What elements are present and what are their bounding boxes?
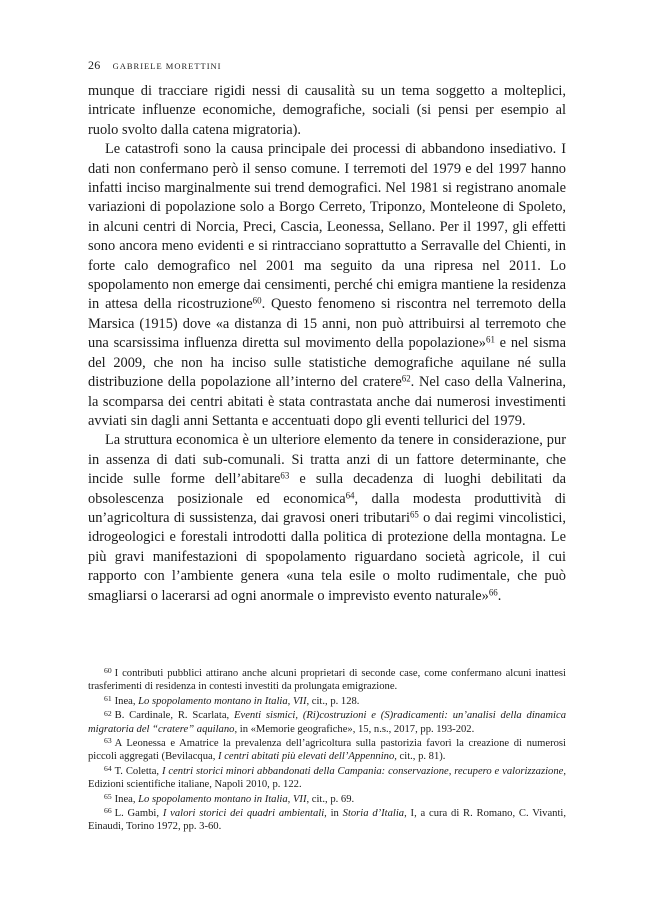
paragraph-1-text: munque di tracciare rigidi nessi di causalità su un tema soggetto a molteplici, intricate influenze economiche, demografiche, sociali (si pensi per esempio al ruolo svolto dalla catena migratoria).: [88, 83, 566, 138]
footnote-number: 63: [104, 736, 112, 746]
footnote-text: L. Gambi,: [114, 808, 163, 820]
footnote-text: , cit., p. 81).: [394, 751, 446, 763]
paragraph-3-text-c: , dalla modesta produttività di un’agricoltura di sussistenza, dai gravosi oneri tributari: [88, 490, 566, 526]
footnote-number: 66: [104, 806, 112, 816]
footnote-title: Storia d’Italia: [342, 808, 405, 820]
footnote-62: [88, 709, 566, 736]
paragraph-3-text-d: o dai regimi vincolistici, idrogeologici e forestali introdotti dalla politica di protezione della montagna. Le più gravi manifestazioni di spopolamento riguardano società agricole, il cui rapporto con l’ambiente genera «una tela esile o molto rudimentale, che può smagliarsi o lacerarsi ad ogni anormale o imprevisto evento naturale»: [88, 509, 566, 604]
footnote-text: , in «Memorie geografiche», 15, n.s., 2017, pp. 193-202.: [234, 723, 475, 735]
running-header: [88, 56, 222, 74]
footnote-title: Lo spopolamento montano in Italia, VII: [138, 695, 307, 707]
footnote-number: 65: [104, 792, 112, 801]
paragraph-2: [88, 140, 566, 431]
footnote-text: , cit., p. 128.: [306, 695, 360, 707]
footnote-text: , Edizioni scientifiche italiane, Napoli 2010, p. 122.: [88, 765, 566, 791]
footnote-text: , in: [324, 808, 343, 820]
paragraph-2-text-b: . Questo fenomeno si riscontra nel terremoto della Marsica (1915) dove «a distanza di 15 anni, non può attribuirsi al terremoto che una scarsissima influenza diretta sul movimento della popolazione»: [88, 296, 566, 352]
paragraph-3-text-b: e sulla decadenza di luoghi debilitati da obsolescenza posizionale ed economica: [88, 471, 566, 507]
footnote-66: [88, 807, 566, 834]
footnote-number: 64: [104, 764, 112, 774]
running-head-author: GABRIELE MORETTINI: [112, 61, 222, 71]
footnotes: [88, 667, 566, 835]
footnote-61: [88, 695, 566, 708]
footnote-title: Lo spopolamento montano in Italia, VII: [138, 793, 307, 805]
paragraph-2-text-d: . Nel caso della Valnerina, la scomparsa dei centri abitati è stata contrastata anche dai numerosi investimenti avviati sin dagli anni Settanta e accentuati dopo gli eventi tellurici del 1979.: [88, 374, 566, 429]
footnote-text: T. Coletta,: [114, 765, 162, 777]
footnote-title: I centri storici minori abbandonati della Campania: conservazione, recupero e valorizzazione: [161, 765, 564, 777]
footnote-number: 60: [104, 666, 112, 676]
page-number: 26: [88, 58, 101, 72]
paragraph-1: [88, 82, 566, 140]
footnote-ref-62[interactable]: 62: [401, 373, 411, 384]
footnote-ref-63[interactable]: 63: [280, 470, 290, 481]
paragraph-3-text-a: La struttura economica è un ulteriore elemento da tenere in considerazione, pur in assenza di dati sub-comunali. Si tratta anzi di un fattore determinante, che incide sulle forme dell’abitare: [88, 432, 566, 488]
footnote-ref-66[interactable]: 66: [488, 587, 498, 598]
footnote-text: Inea,: [114, 793, 139, 805]
footnote-number: 62: [104, 708, 112, 718]
footnote-64: [88, 765, 566, 792]
footnote-ref-61[interactable]: 61: [485, 335, 495, 345]
footnote-title: I centri abitati più elevati dell’Appennino: [218, 751, 395, 763]
footnote-text: A Leonessa e Amatrice la prevalenza dell’agricoltura sulla pastorizia favorì la creazione di numerosi piccoli aggregati (Bevilacqua,: [88, 738, 566, 763]
footnote-ref-60[interactable]: 60: [252, 296, 262, 307]
footnote-60: [88, 667, 566, 694]
footnote-63: [88, 737, 566, 764]
paragraph-3: [88, 431, 566, 606]
footnote-text: , cit., p. 69.: [306, 793, 355, 805]
footnote-text: Inea,: [114, 695, 139, 707]
paragraph-3-text-e: .: [497, 587, 502, 604]
footnote-number: 61: [104, 694, 112, 704]
paragraph-2-text-a: Le catastrofi sono la causa principale dei processi di abbandono insediativo. I dati non confermano però il senso comune. I terremoti del 1979 e del 1997 hanno infatti inciso marginalmente sui trend demografici. Nel 1981 si registrano anomale variazioni di popolazione solo a Borgo Cerreto, Triponzo, Monteleone di Spoleto, in alcuni centri di Norcia, Preci, Cascia, Leonessa, Sellano. Per il 1997, gli effetti sono ancora meno evidenti e si rintracciano soprattutto a Serravalle del Chienti, in forte calo demografico nel 2001 ma seguito da una ripresa nel 2011. Lo spopolamento non emerge dai censimenti, perché chi emigra mantiene la residenza in attesa della ricostruzione: [88, 141, 566, 313]
footnote-ref-64[interactable]: 64: [345, 490, 355, 501]
footnote-text: , I, a cura di R. Romano, C. Vivanti, Einaudi, Torino 1972, pp. 3-60.: [88, 808, 566, 833]
paragraph-2-text-c: e nel sisma del 2009, che non ha inciso sulle statistiche demografiche aquilane né sulla distribuzione della popolazione all’interno del cratere: [88, 335, 567, 391]
footnote-title: Eventi sismici, (Ri)costruzioni e (S)radicamenti: un’analisi della dinamica migratoria del “cratere” aquilano: [88, 710, 566, 735]
footnote-text: I contributi pubblici attirano anche alcuni proprietari di seconde case, come confermano alcuni inattesi trasferimenti di residenza in contesti investiti da prolungata emigrazione.: [88, 668, 566, 693]
footnote-ref-65[interactable]: 65: [409, 509, 419, 520]
footnote-text: B. Cardinale, R. Scarlata,: [114, 710, 235, 722]
footnote-title: I valori storici dei quadri ambientali: [162, 808, 325, 820]
footnote-65: [88, 793, 566, 806]
main-text: [88, 82, 566, 606]
